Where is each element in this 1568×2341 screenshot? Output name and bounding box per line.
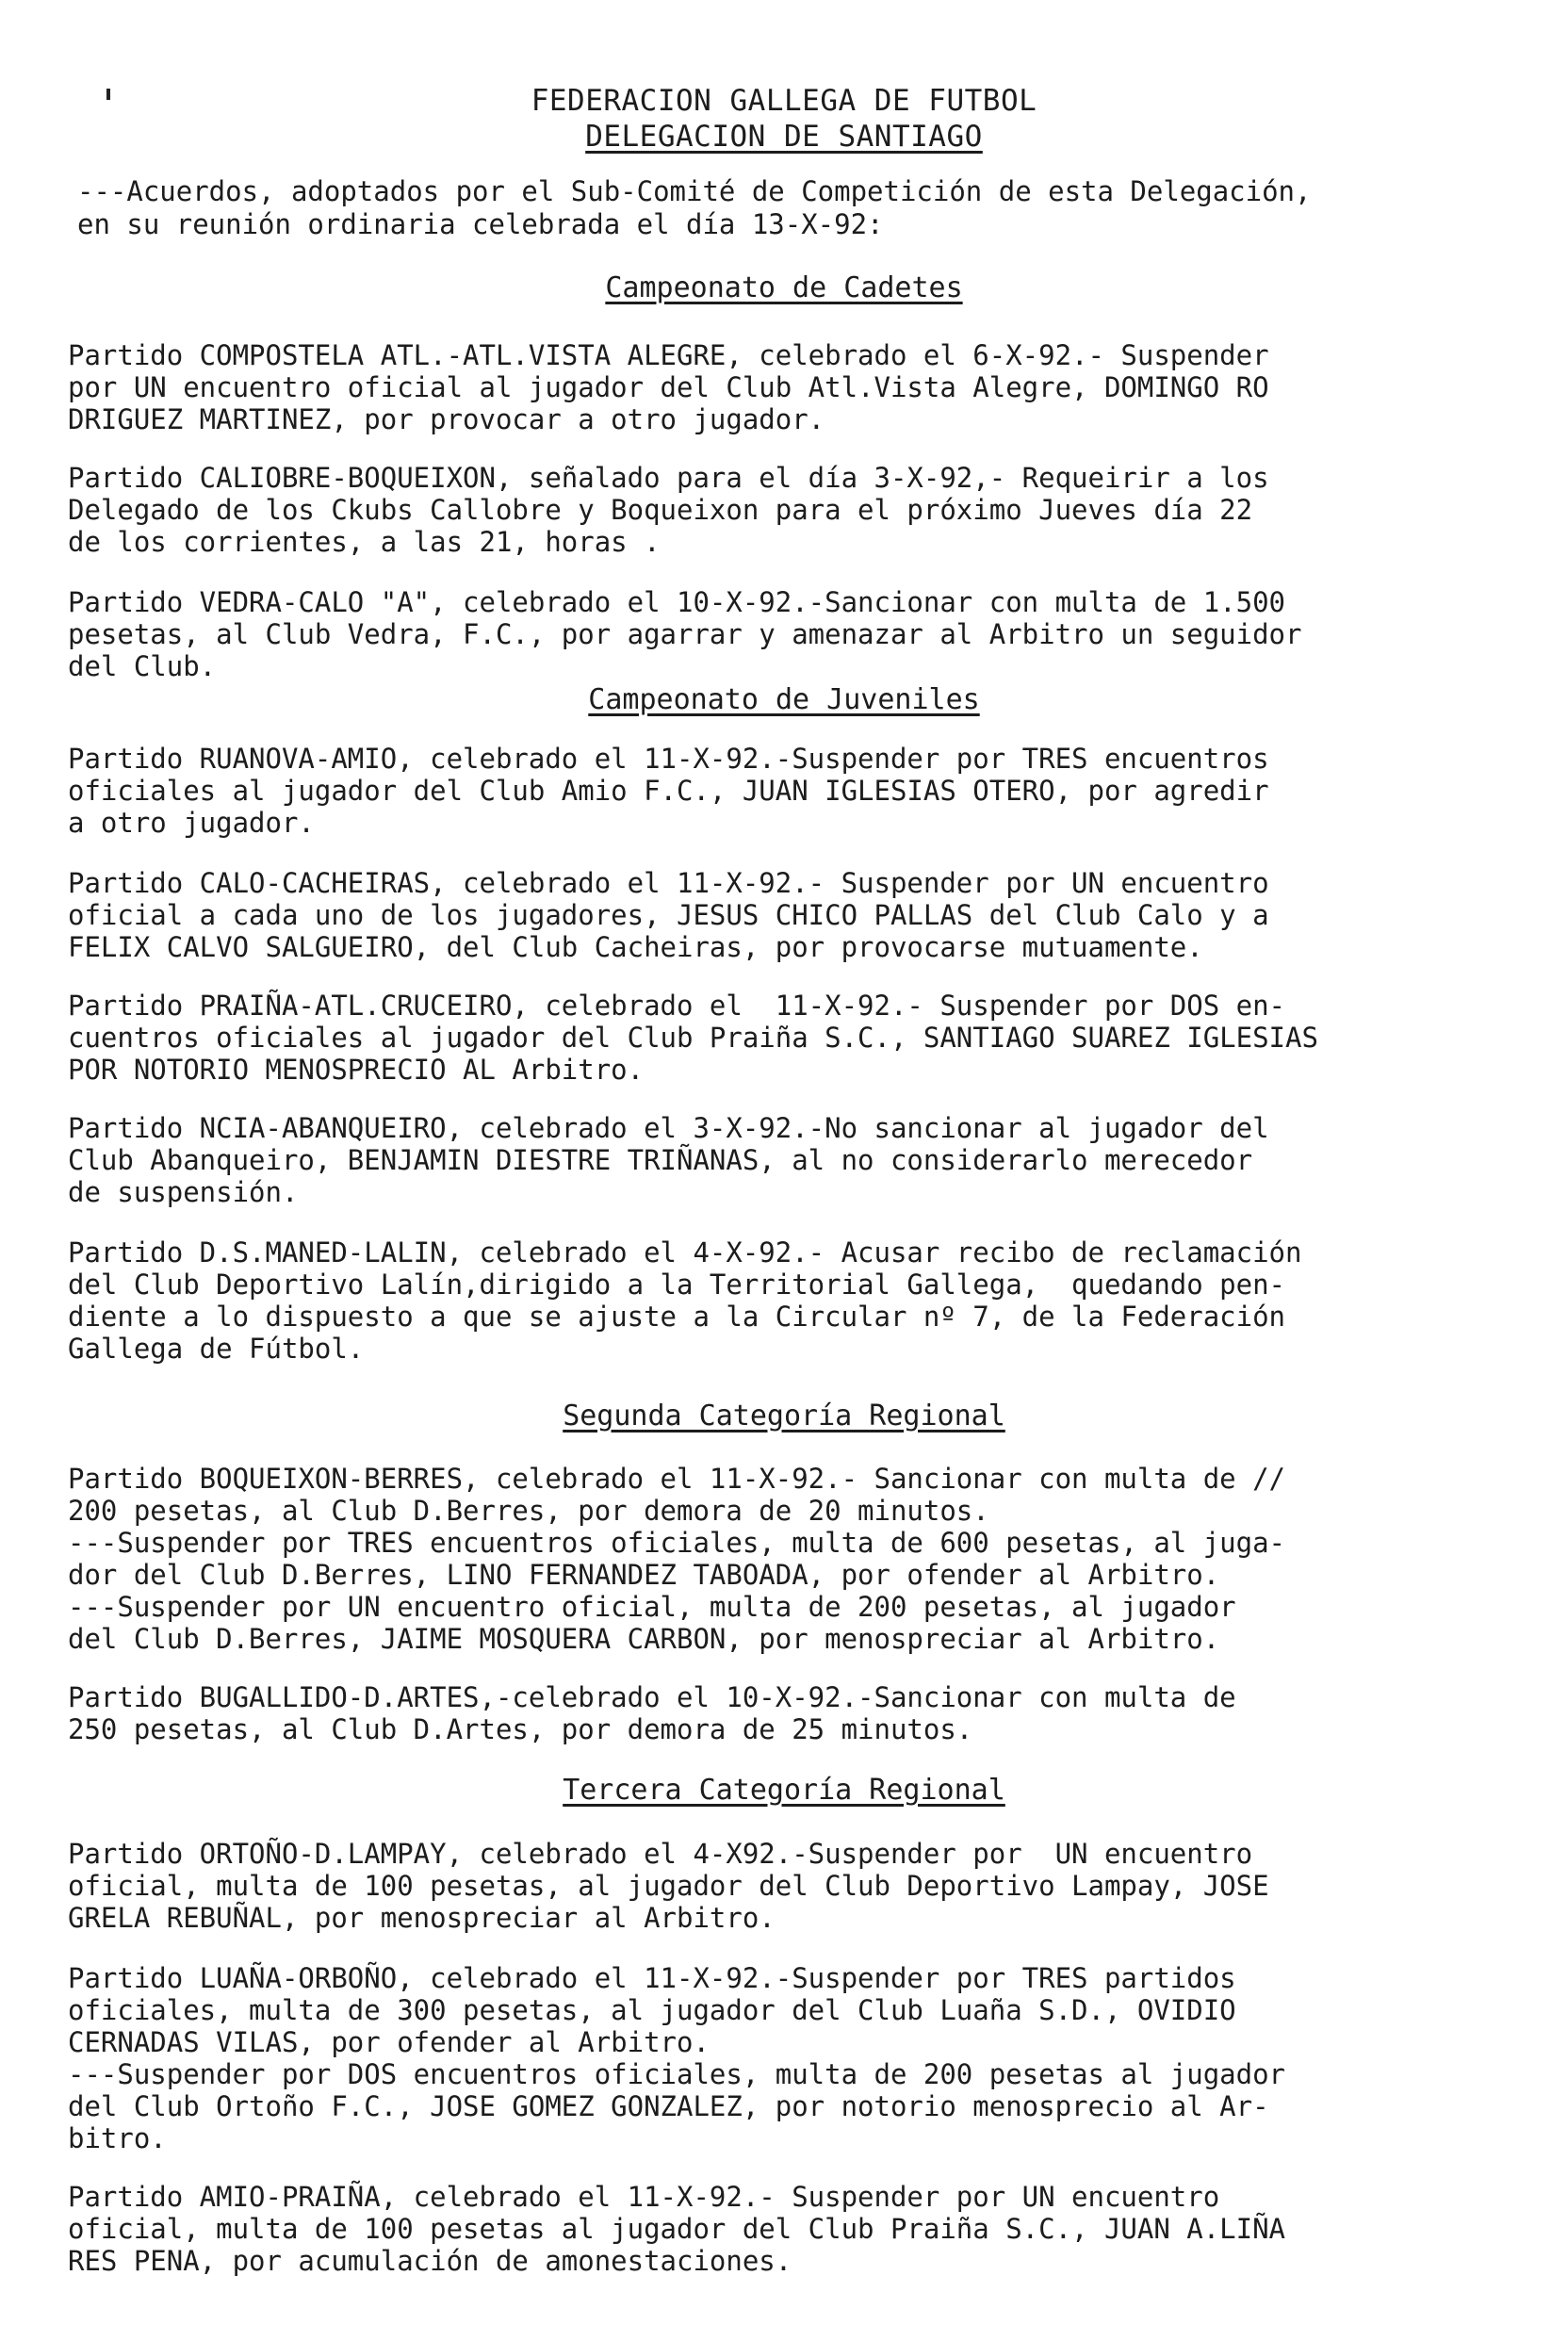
paragraph-line: del Club D.Berres, JAIME MOSQUERA CARBON, por menospreciar al Arbitro. [68, 1623, 1220, 1655]
paragraph-line: de suspensión. [68, 1176, 299, 1208]
agreement-paragraph-2 [68, 462, 1538, 558]
paragraph-line: 250 pesetas, al Club D.Artes, por demora de 25 minutos. [68, 1713, 973, 1745]
paragraph-line: GRELA REBUÑAL, por menospreciar al Arbitro. [68, 1902, 776, 1934]
paragraph-line: Partido LUAÑA-ORBOÑO, celebrado el 11-X-92.-Suspender por TRES partidos [68, 1962, 1236, 1994]
agreement-paragraph-10 [68, 1681, 1538, 1745]
paragraph-line: DRIGUEZ MARTINEZ, por provocar a otro jugador. [68, 403, 825, 435]
paragraph-line: FELIX CALVO SALGUEIRO, del Club Cacheiras, por provocarse mutuamente. [68, 931, 1203, 963]
paragraph-line: Partido CALO-CACHEIRAS, celebrado el 11-X-92.- Suspender por UN encuentro [68, 867, 1269, 899]
federation-title: FEDERACION GALLEGA DE FUTBOL [531, 84, 1037, 118]
document-header [0, 83, 1568, 155]
paragraph-line: oficiales al jugador del Club Amio F.C., JUAN IGLESIAS OTERO, por agredir [68, 775, 1269, 807]
section-juveniles-label: Campeonato de Juveniles [588, 683, 980, 716]
paragraph-line: 200 pesetas, al Club D.Berres, por demora de 20 minutos. [68, 1495, 989, 1527]
paragraph-line: de los corrientes, a las 21, horas . [68, 526, 661, 558]
agreement-paragraph-9 [68, 1463, 1538, 1655]
paragraph-line: Partido CALIOBRE-BOQUEIXON, señalado para el día 3-X-92,- Requeirir a los [68, 462, 1269, 494]
agreement-paragraph-3 [68, 586, 1538, 682]
delegation-subtitle: DELEGACION DE SANTIAGO [585, 120, 983, 154]
paragraph-line: Partido RUANOVA-AMIO, celebrado el 11-X-92.-Suspender por TRES encuentros [68, 743, 1269, 775]
paragraph-line: ---Suspender por DOS encuentros oficiales, multa de 200 pesetas al jugador [68, 2058, 1286, 2090]
agreement-paragraph-5 [68, 867, 1538, 963]
paragraph-line: ---Suspender por UN encuentro oficial, multa de 200 pesetas, al jugador [68, 1591, 1236, 1623]
paragraph-line: del Club Ortoño F.C., JOSE GOMEZ GONZALEZ, por notorio menosprecio al Ar- [68, 2090, 1269, 2122]
paragraph-line: Partido D.S.MANED-LALIN, celebrado el 4-X-92.- Acusar recibo de reclamación [68, 1236, 1302, 1269]
paragraph-line: dor del Club D.Berres, LINO FERNANDEZ TABOADA, por ofender al Arbitro. [68, 1559, 1220, 1591]
paragraph-line: Partido AMIO-PRAIÑA, celebrado el 11-X-92.- Suspender por UN encuentro [68, 2181, 1220, 2213]
agreement-paragraph-8 [68, 1236, 1538, 1365]
paragraph-line: oficial, multa de 100 pesetas al jugador del Club Praiña S.C., JUAN A.LIÑA [68, 2213, 1286, 2245]
paragraph-line: del Club. [68, 650, 217, 682]
paragraph-line: Partido NCIA-ABANQUEIRO, celebrado el 3-X-92.-No sancionar al jugador del [68, 1112, 1269, 1144]
section-segunda-label: Segunda Categoría Regional [563, 1400, 1005, 1432]
paragraph-line: RES PENA, por acumulación de amonestaciones. [68, 2245, 792, 2277]
section-cadetes [0, 271, 1568, 305]
paragraph-line: ---Suspender por TRES encuentros oficiales, multa de 600 pesetas, al juga- [68, 1527, 1286, 1559]
paragraph-line: bitro. [68, 2122, 167, 2154]
paragraph-line: POR NOTORIO MENOSPRECIO AL Arbitro. [68, 1054, 645, 1086]
agreement-paragraph-11 [68, 1838, 1538, 1934]
paragraph-line: cuentros oficiales al jugador del Club Praiña S.C., SANTIAGO SUAREZ IGLESIAS [68, 1022, 1318, 1054]
agreement-paragraph-13 [68, 2181, 1538, 2277]
paragraph-line: oficial, multa de 100 pesetas, al jugador del Club Deportivo Lampay, JOSE [68, 1870, 1269, 1902]
agreement-paragraph-7 [68, 1112, 1538, 1208]
intro-line: en su reunión ordinaria celebrada el día 13-X-92: [77, 208, 884, 240]
paragraph-line: oficiales, multa de 300 pesetas, al jugador del Club Luaña S.D., OVIDIO [68, 1994, 1236, 2026]
paragraph-line: Partido BOQUEIXON-BERRES, celebrado el 11-X-92.- Sancionar con multa de // [68, 1463, 1286, 1495]
section-tercera [0, 1774, 1568, 1808]
paragraph-line: Delegado de los Ckubs Callobre y Boqueixon para el próximo Jueves día 22 [68, 494, 1253, 526]
agreement-paragraph-1 [68, 339, 1538, 435]
section-juveniles [0, 683, 1568, 717]
paragraph-line: Partido PRAIÑA-ATL.CRUCEIRO, celebrado el 11-X-92.- Suspender por DOS en- [68, 990, 1286, 1022]
paragraph-line: Partido COMPOSTELA ATL.-ATL.VISTA ALEGRE, celebrado el 6-X-92.- Suspender [68, 339, 1269, 371]
agreement-paragraph-4 [68, 743, 1538, 839]
paragraph-line: a otro jugador. [68, 807, 315, 839]
paragraph-line: diente a lo dispuesto a que se ajuste a la Circular nº 7, de la Federación [68, 1301, 1286, 1333]
paragraph-line: del Club Deportivo Lalín,dirigido a la Territorial Gallega, quedando pen- [68, 1269, 1286, 1301]
section-tercera-label: Tercera Categoría Regional [563, 1774, 1005, 1807]
section-cadetes-label: Campeonato de Cadetes [605, 271, 963, 304]
section-segunda [0, 1400, 1568, 1433]
intro-text [77, 175, 1510, 241]
paragraph-line: Partido BUGALLIDO-D.ARTES,-celebrado el 10-X-92.-Sancionar con multa de [68, 1681, 1236, 1713]
paragraph-line: Club Abanqueiro, BENJAMIN DIESTRE TRIÑANAS, al no considerarlo merecedor [68, 1144, 1253, 1176]
paragraph-line: CERNADAS VILAS, por ofender al Arbitro. [68, 2026, 710, 2058]
paragraph-line: Partido VEDRA-CALO "A", celebrado el 10-X-92.-Sancionar con multa de 1.500 [68, 586, 1286, 618]
paragraph-line: por UN encuentro oficial al jugador del Club Atl.Vista Alegre, DOMINGO RO [68, 371, 1269, 403]
paragraph-line: Partido ORTOÑO-D.LAMPAY, celebrado el 4-X92.-Suspender por UN encuentro [68, 1838, 1253, 1870]
agreement-paragraph-6 [68, 990, 1538, 1086]
intro-line: ---Acuerdos, adoptados por el Sub-Comité de Competición de esta Delegación, [77, 175, 1312, 207]
paragraph-line: Gallega de Fútbol. [68, 1333, 365, 1365]
paragraph-line: pesetas, al Club Vedra, F.C., por agarrar y amenazar al Arbitro un seguidor [68, 618, 1302, 650]
agreement-paragraph-12 [68, 1962, 1538, 2154]
paragraph-line: oficial a cada uno de los jugadores, JESUS CHICO PALLAS del Club Calo y a [68, 899, 1269, 931]
